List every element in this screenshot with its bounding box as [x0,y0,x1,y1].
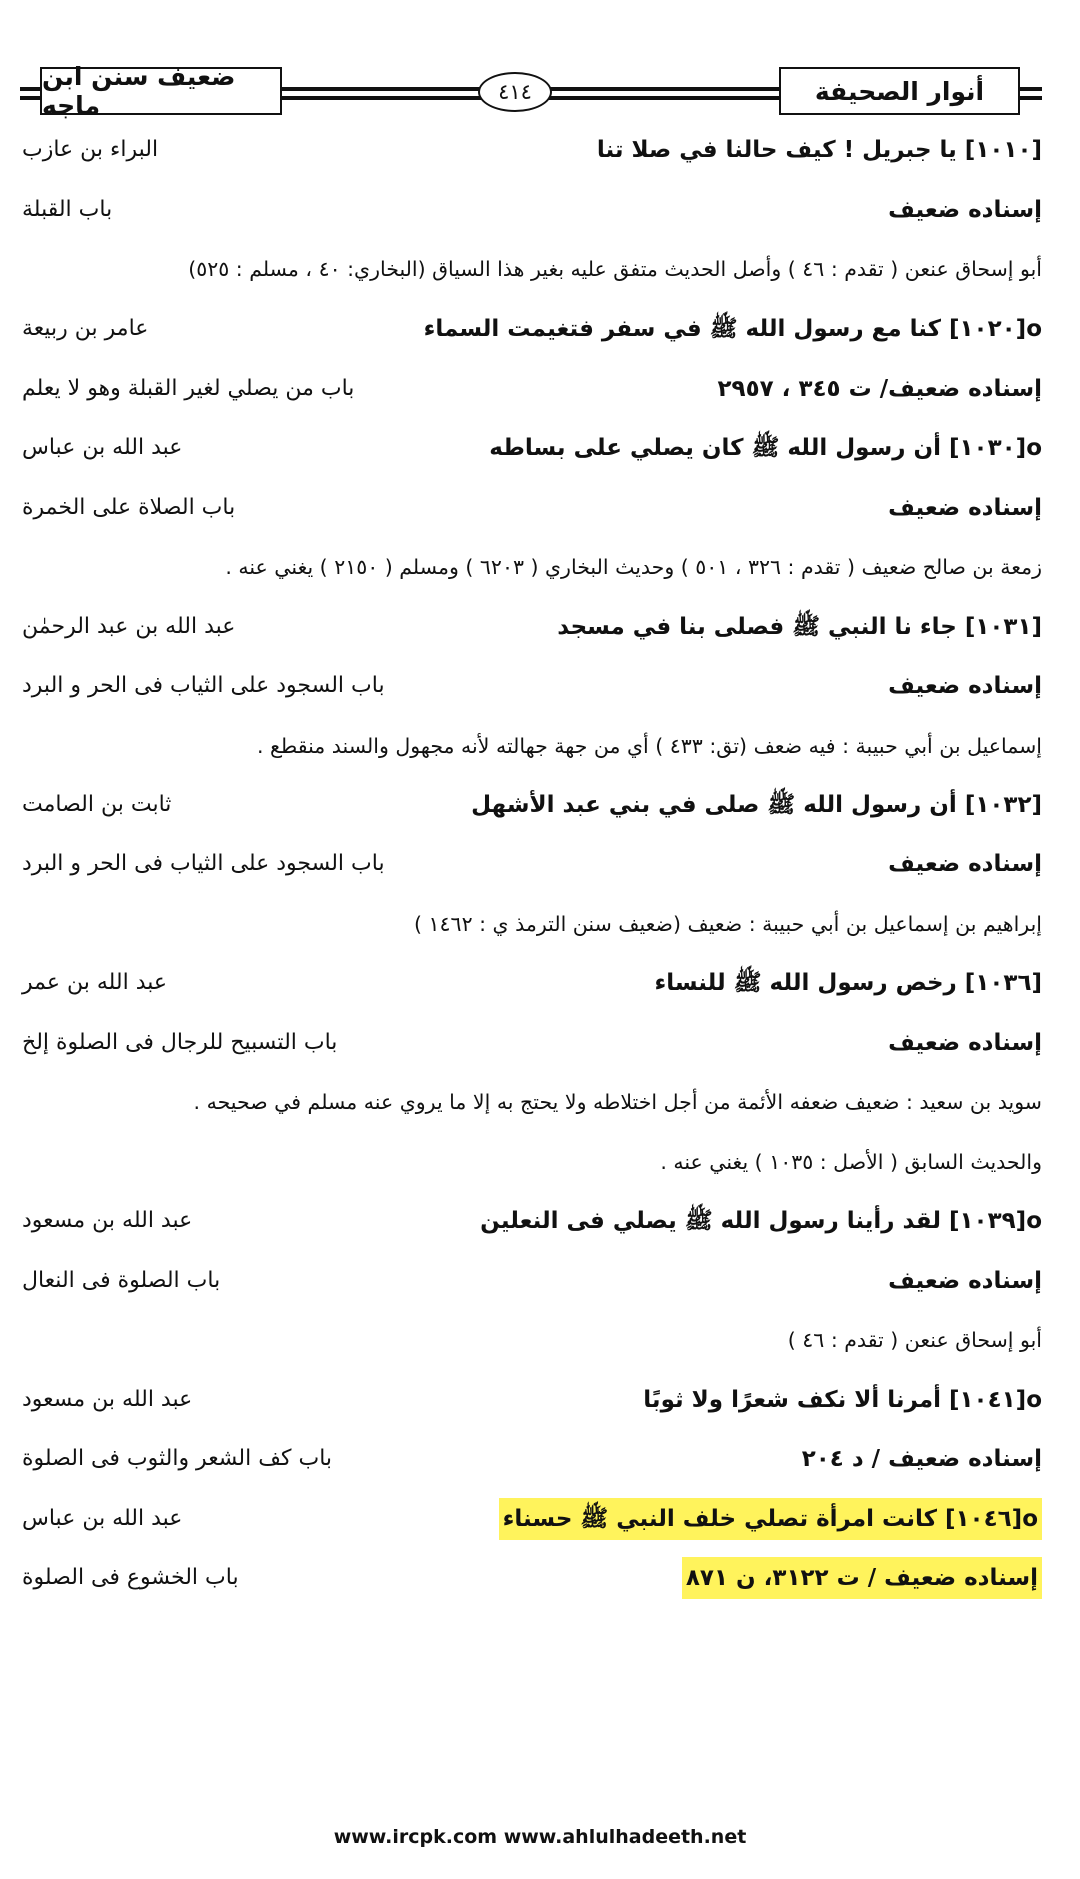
hadith-note: أبو إسحاق عنعن ( تقدم : ٤٦ ) وأصل الحديث متفق عليه بغير هذا السياق (البخاري: ٤٠ ، مسلم : ٥٢٥) [188,257,1042,281]
hadith-row [0,304,1080,354]
narrator-or-chapter: عبد الله بن عبد الرحمٰن [22,614,236,639]
section-title: ضعيف سنن ابن ماجه [42,62,236,120]
hadith-row [0,721,1080,771]
narrator-or-chapter: عامر بن ربيعة [22,316,149,341]
book-title: أنوار الصحيفة [814,76,985,106]
narrator-or-chapter: ثابت بن الصامت [22,792,172,817]
hadith-heading: إسناده ضعيف / د ٢٠٤ [801,1446,1042,1472]
hadith-heading: إسناده ضعيف [888,495,1042,521]
hadith-heading: o[١٠٣٩] لقد رأينا رسول الله ﷺ يصلي فى النعلين [480,1208,1042,1234]
hadith-row [0,185,1080,235]
narrator-or-chapter: عبد الله بن عمر [22,970,168,995]
narrator-or-chapter: عبد الله بن عباس [22,435,183,460]
hadith-note: إسماعيل بن أبي حبيبة : فيه ضعف (تق: ٤٣٣ ) أي من جهة جهالته لأنه مجهول والسند منقطع . [256,734,1042,758]
hadith-row [0,423,1080,473]
hadith-heading: [١٠٣٢] أن رسول الله ﷺ صلى في بني عبد الأشهل [471,792,1042,818]
hadith-row [0,1137,1080,1187]
narrator-or-chapter: عبد الله بن مسعود [22,1208,193,1233]
hadith-row [0,661,1080,711]
narrator-or-chapter: باب الصلاة على الخمرة [22,495,236,520]
hadith-row [0,244,1080,294]
narrator-or-chapter: البراء بن عازب [22,137,159,162]
page-number: ٤١٤ [498,80,532,104]
narrator-or-chapter: باب السجود على الثياب فى الحر و البرد [22,851,385,876]
hadith-row [0,899,1080,949]
hadith-row [0,1018,1080,1068]
hadith-heading: o[١٠٢٠] كنا مع رسول الله ﷺ في سفر فتغيمت السماء [423,316,1042,342]
hadith-heading: o[١٠٤١] أمرنا ألا نكف شعرًا ولا ثوبًا [643,1387,1042,1413]
narrator-or-chapter: باب السجود على الثياب فى الحر و البرد [22,673,385,698]
hadith-heading: إسناده ضعيف [888,673,1042,699]
narrator-or-chapter: باب من يصلي لغير القبلة وهو لا يعلم [22,376,355,401]
hadith-heading: o[١٠٤٦] كانت امرأة تصلي خلف النبي ﷺ حسناء [499,1498,1042,1540]
hadith-row [0,1434,1080,1484]
hadith-row [0,780,1080,830]
hadith-row [0,602,1080,652]
hadith-heading: إسناده ضعيف/ ت ٣٤٥ ، ٢٩٥٧ [717,376,1042,402]
hadith-heading: o[١٠٣٠] أن رسول الله ﷺ كان يصلي على بساطه [489,435,1042,461]
hadith-row [0,1315,1080,1365]
narrator-or-chapter: باب القبلة [22,197,113,222]
hadith-heading: [١٠١٠] يا جبريل ! كيف حالنا في صلا تنا [596,137,1042,163]
narrator-or-chapter: عبد الله بن مسعود [22,1387,193,1412]
footer-links: www.ircpk.com www.ahlulhadeeth.net [333,1826,747,1848]
hadith-row [0,542,1080,592]
hadith-row [0,483,1080,533]
hadith-row [0,125,1080,175]
hadith-note: إبراهيم بن إسماعيل بن أبي حبيبة : ضعيف (ضعيف سنن الترمذ ي : ١٤٦٢ ) [414,912,1042,936]
hadith-row [0,1375,1080,1425]
hadith-heading: إسناده ضعيف [888,851,1042,877]
hadith-row [0,1553,1080,1603]
narrator-or-chapter: باب الصلوة فى النعال [22,1268,221,1293]
narrator-or-chapter: عبد الله بن عباس [22,1506,183,1531]
hadith-note: سويد بن سعيد : ضعيف ضعفه الأئمة من أجل اختلاطه ولا يحتج به إلا ما يروي عنه مسلم في صحيحه . [193,1090,1042,1114]
hadith-heading: إسناده ضعيف [888,1268,1042,1294]
hadith-note: والحديث السابق ( الأصل : ١٠٣٥ ) يغني عنه . [660,1150,1042,1174]
hadith-row [0,1494,1080,1544]
hadith-note: زمعة بن صالح ضعيف ( تقدم : ٣٢٦ ، ٥٠١ ) وحديث البخاري ( ٦٢٠٣ ) ومسلم ( ٢١٥٠ ) يغني عنه . [225,555,1042,579]
narrator-or-chapter: باب الخشوع فى الصلوة [22,1565,239,1590]
page-number-oval [478,72,552,112]
narrator-or-chapter: باب التسبيح للرجال فى الصلوة إلخ [22,1030,338,1055]
section-title-box [40,62,282,120]
hadith-note: أبو إسحاق عنعن ( تقدم : ٤٦ ) [787,1328,1042,1352]
hadith-heading: إسناده ضعيف [888,197,1042,223]
narrator-or-chapter: باب كف الشعر والثوب فى الصلوة [22,1446,333,1471]
hadith-row [0,958,1080,1008]
hadith-heading: إسناده ضعيف [888,1030,1042,1056]
hadith-heading: [١٠٣١] جاء نا النبي ﷺ فصلى بنا في مسجد [557,614,1042,640]
hadith-row [0,1256,1080,1306]
hadith-row [0,1196,1080,1246]
hadith-heading: إسناده ضعيف / ت ٣١٢٢، ن ٨٧١ [682,1557,1042,1599]
hadith-heading: [١٠٣٦] رخص رسول الله ﷺ للنساء [654,970,1042,996]
hadith-row [0,839,1080,889]
book-title-box [779,67,1020,115]
hadith-row [0,364,1080,414]
hadith-row [0,1077,1080,1127]
